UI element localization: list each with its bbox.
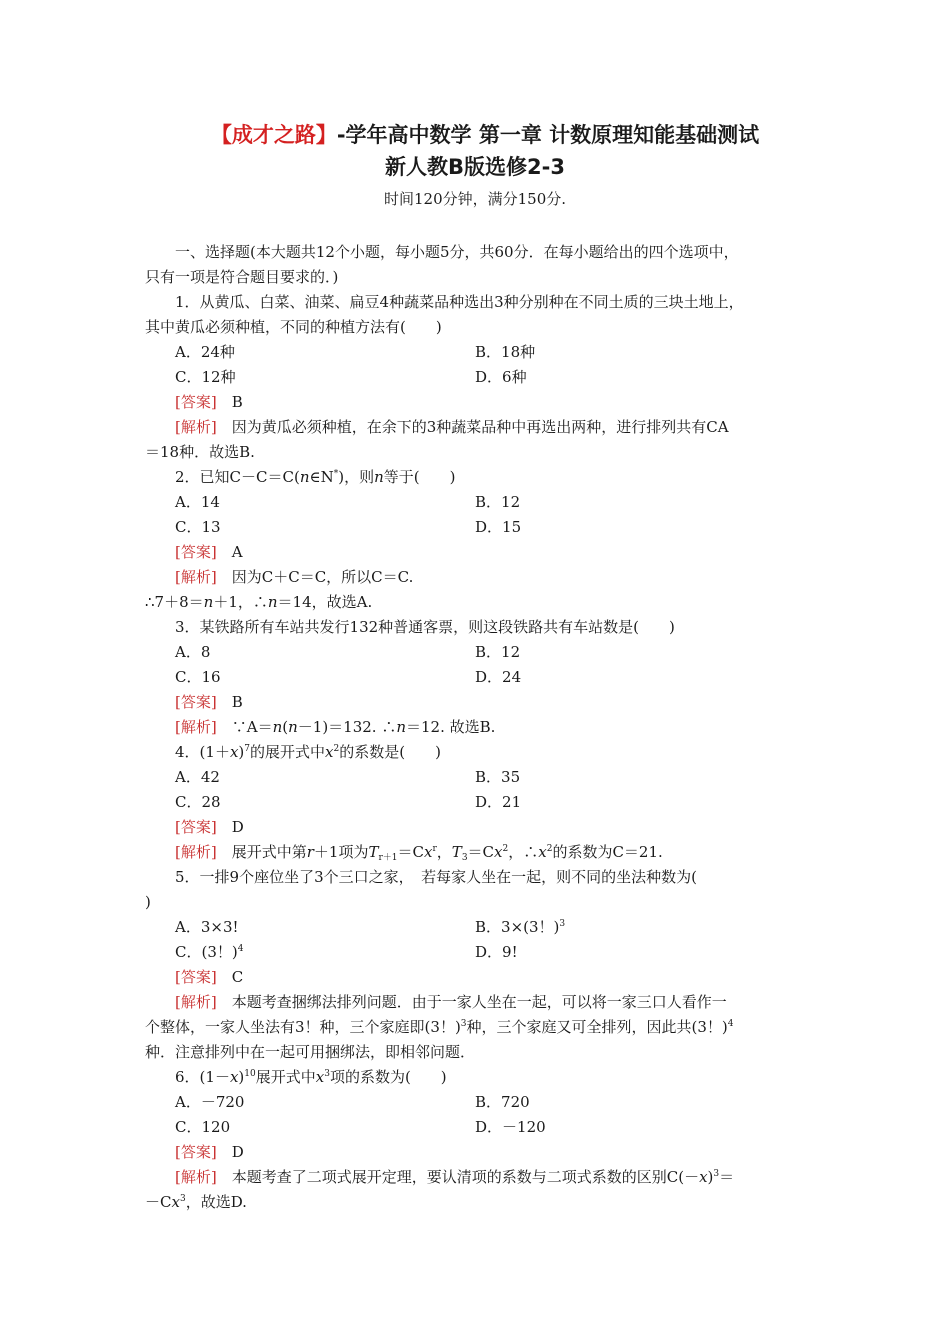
document-body xyxy=(145,240,810,1215)
analysis-text: ( xyxy=(282,718,289,736)
analysis-text: 的系数为C＝21. xyxy=(552,843,663,861)
document-subtitle: 新人教B版选修2-3 xyxy=(385,155,565,179)
question-5-answer xyxy=(145,965,810,990)
superscript: 3 xyxy=(179,1194,186,1204)
stem-text: ) xyxy=(238,1068,245,1086)
analysis-text: ＝14，故选A. xyxy=(277,593,373,611)
answer-label: [答案] xyxy=(175,543,217,561)
analysis-text: ＝C xyxy=(467,843,495,861)
stem-text: 的展开式中 xyxy=(250,743,326,761)
question-1-options xyxy=(145,340,810,365)
superscript: 4 xyxy=(727,1019,734,1029)
answer-label: [答案] xyxy=(175,818,217,836)
question-5-options xyxy=(145,940,810,965)
subscript: 3 xyxy=(461,853,468,863)
stem-text: 2．已知C－C＝C( xyxy=(175,468,300,486)
superscript: 4 xyxy=(237,944,244,954)
analysis-text: ＋1，∴ xyxy=(213,593,268,611)
analysis-text: ＋1项为 xyxy=(313,843,369,861)
question-2-analysis xyxy=(145,565,810,590)
math-var: x xyxy=(171,1193,180,1211)
question-1-options xyxy=(145,365,810,390)
math-var: x xyxy=(229,743,239,761)
question-6-options xyxy=(145,1090,810,1115)
analysis-label: [解析] xyxy=(175,993,217,1011)
question-5-options xyxy=(145,915,810,940)
answer-value: C xyxy=(231,968,244,986)
option-a: A．3×3! xyxy=(175,918,239,936)
superscript: 10 xyxy=(244,1069,256,1079)
option-d: D．6种 xyxy=(475,368,527,386)
question-2-stem xyxy=(145,465,810,490)
analysis-text: ＝12. 故选B. xyxy=(406,718,496,736)
option-a: A．14 xyxy=(175,493,220,511)
option-text: C．(3！) xyxy=(175,943,238,961)
superscript: 3 xyxy=(559,919,566,929)
option-text: B．3×(3！) xyxy=(475,918,560,936)
section-intro-line: 只有一项是符合题目要求的．) xyxy=(145,268,339,286)
option-c: C．12种 xyxy=(175,368,236,386)
question-6-analysis xyxy=(145,1165,810,1190)
math-var: T xyxy=(451,843,462,861)
analysis-label: [解析] xyxy=(175,418,217,436)
math-var: n xyxy=(374,468,384,486)
title-text: -学年高中数学 第一章 计数原理知能基础测试 xyxy=(336,123,760,147)
analysis-text: 因为C＋C＝C，所以C＝C. xyxy=(231,568,414,586)
superscript: * xyxy=(333,469,339,479)
question-6-stem xyxy=(145,1065,810,1090)
subscript: r＋1 xyxy=(378,853,398,863)
math-var: x xyxy=(494,843,503,861)
answer-value: A xyxy=(231,543,243,561)
math-var: n xyxy=(267,593,278,611)
question-2-options xyxy=(145,515,810,540)
superscript: 3 xyxy=(324,1069,330,1079)
time-info: 时间120分钟，满分150分. xyxy=(383,190,567,208)
math-var: n xyxy=(203,593,214,611)
superscript: 3 xyxy=(460,1019,467,1029)
question-1-analysis xyxy=(145,415,810,440)
question-2-answer xyxy=(145,540,810,565)
math-var: n xyxy=(299,468,310,486)
option-d: D．9! xyxy=(475,943,518,961)
question-1-answer xyxy=(145,390,810,415)
option-c: C．13 xyxy=(175,518,221,536)
question-5-analysis xyxy=(145,1015,810,1040)
answer-value: B xyxy=(231,693,243,711)
superscript: 2 xyxy=(333,744,340,754)
question-4-answer xyxy=(145,815,810,840)
question-5-stem: 5．一排9个座位坐了3个三口之家， 若每家人坐在一起，则不同的坐法种数为( xyxy=(175,868,697,886)
math-var: x xyxy=(538,843,547,861)
analysis-text: ∵A＝ xyxy=(231,718,273,736)
option-b: B．35 xyxy=(475,768,521,786)
question-6-answer xyxy=(145,1140,810,1165)
answer-value: D xyxy=(231,818,244,836)
option-b: B．18种 xyxy=(475,343,536,361)
question-2-analysis xyxy=(145,590,810,615)
answer-value: B xyxy=(231,393,243,411)
question-4-options xyxy=(145,765,810,790)
superscript: 3 xyxy=(713,1169,720,1179)
answer-label: [答案] xyxy=(175,393,217,411)
superscript: 2 xyxy=(502,844,509,854)
option-d: D．24 xyxy=(475,668,522,686)
option-b: B．720 xyxy=(475,1093,530,1111)
question-4-stem xyxy=(145,740,810,765)
question-1-analysis: ＝18种．故选B. xyxy=(145,443,255,461)
superscript: 7 xyxy=(244,744,251,754)
analysis-text: －C xyxy=(145,1193,172,1211)
analysis-label: [解析] xyxy=(175,568,217,586)
option-a: A．24种 xyxy=(175,343,235,361)
option-a: A．42 xyxy=(175,768,220,786)
math-var: x xyxy=(699,1168,708,1186)
option-c xyxy=(175,940,475,965)
math-var: x xyxy=(315,1068,325,1086)
stem-text: ) xyxy=(238,743,245,761)
analysis-text: ) xyxy=(707,1168,714,1186)
question-1-stem: 其中黄瓜必须种植，不同的种植方法有( ) xyxy=(145,318,442,336)
question-3-options xyxy=(145,640,810,665)
option-b: B．12 xyxy=(475,493,521,511)
stem-text: 4．(1＋ xyxy=(175,743,230,761)
option-c: C．28 xyxy=(175,793,221,811)
analysis-text: －1)＝132. ∴ xyxy=(297,718,397,736)
question-3-answer xyxy=(145,690,810,715)
stem-text: ∈N xyxy=(309,468,334,486)
analysis-text: 因为黄瓜必须种植，在余下的3种蔬菜品种中再选出两种，进行排列共有CA xyxy=(231,418,729,436)
stem-text: )，则 xyxy=(338,468,375,486)
question-3-stem: 3．某铁路所有车站共发行132种普通客票，则这段铁路共有车站数是( ) xyxy=(175,618,675,636)
math-var: x xyxy=(325,743,334,761)
question-1-stem: 1．从黄瓜、白菜、油菜、扁豆4种蔬菜品种选出3种分别种在不同土质的三块土地上， xyxy=(175,293,744,311)
option-a: A．－720 xyxy=(175,1093,245,1111)
question-2-options xyxy=(145,490,810,515)
question-3-options xyxy=(145,665,810,690)
question-6-analysis xyxy=(145,1190,810,1215)
option-d: D．－120 xyxy=(475,1118,546,1136)
analysis-text: ，∴ xyxy=(508,843,539,861)
superscript: r xyxy=(432,844,437,854)
analysis-text: 本题考查捆绑法排列问题．由于一家人坐在一起，可以将一家三口人看作一 xyxy=(231,993,727,1011)
section-intro-line: 一、选择题(本大题共12个小题，每小题5分，共60分．在每小题给出的四个选项中， xyxy=(175,243,739,261)
option-a: A．8 xyxy=(175,643,211,661)
stem-text: 等于( ) xyxy=(383,468,456,486)
question-3-analysis xyxy=(145,715,810,740)
question-4-options xyxy=(145,790,810,815)
math-var: n xyxy=(272,718,283,736)
stem-text: 项的系数为( ) xyxy=(329,1068,447,1086)
analysis-text: 个整体，一家人坐法有3！种，三个家庭即(3！) xyxy=(145,1018,461,1036)
option-d: D．21 xyxy=(475,793,522,811)
question-6-options xyxy=(145,1115,810,1140)
math-var: r xyxy=(306,843,314,861)
analysis-label: [解析] xyxy=(175,1168,217,1186)
stem-text: 展开式中 xyxy=(255,1068,316,1086)
analysis-text: ＝C xyxy=(397,843,424,861)
math-var: x xyxy=(229,1068,239,1086)
option-c: C．120 xyxy=(175,1118,231,1136)
analysis-label: [解析] xyxy=(175,843,217,861)
analysis-text: ， xyxy=(436,843,452,861)
stem-text: 6．(1－ xyxy=(175,1068,230,1086)
document-title xyxy=(10,122,950,148)
analysis-text: ＝ xyxy=(719,1168,735,1186)
analysis-label: [解析] xyxy=(175,718,217,736)
option-b xyxy=(475,915,775,940)
math-var: n xyxy=(288,718,298,736)
question-5-analysis xyxy=(145,990,810,1015)
option-d: D．15 xyxy=(475,518,522,536)
title-source-tag: 【成才之路】 xyxy=(210,123,337,147)
answer-label: [答案] xyxy=(175,693,217,711)
option-b: B．12 xyxy=(475,643,521,661)
analysis-text: ∴7＋8＝ xyxy=(145,593,204,611)
superscript: 2 xyxy=(546,844,553,854)
option-c: C．16 xyxy=(175,668,221,686)
answer-label: [答案] xyxy=(175,1143,217,1161)
analysis-text: ，故选D. xyxy=(185,1193,247,1211)
question-4-analysis xyxy=(145,840,810,865)
question-5-analysis: 种．注意排列中在一起可用捆绑法，即相邻问题． xyxy=(145,1043,476,1061)
question-5-stem: ) xyxy=(145,893,151,911)
math-var: x xyxy=(424,843,433,861)
math-var: n xyxy=(396,718,407,736)
analysis-text: 种，三个家庭又可全排列，因此共(3！) xyxy=(466,1018,728,1036)
math-var: T xyxy=(368,843,379,861)
stem-text: 的系数是( ) xyxy=(339,743,441,761)
analysis-text: 本题考查了二项式展开定理，要认清项的系数与二项式系数的区别C(－ xyxy=(231,1168,700,1186)
analysis-text: 展开式中第 xyxy=(231,843,307,861)
answer-value: D xyxy=(231,1143,244,1161)
answer-label: [答案] xyxy=(175,968,217,986)
